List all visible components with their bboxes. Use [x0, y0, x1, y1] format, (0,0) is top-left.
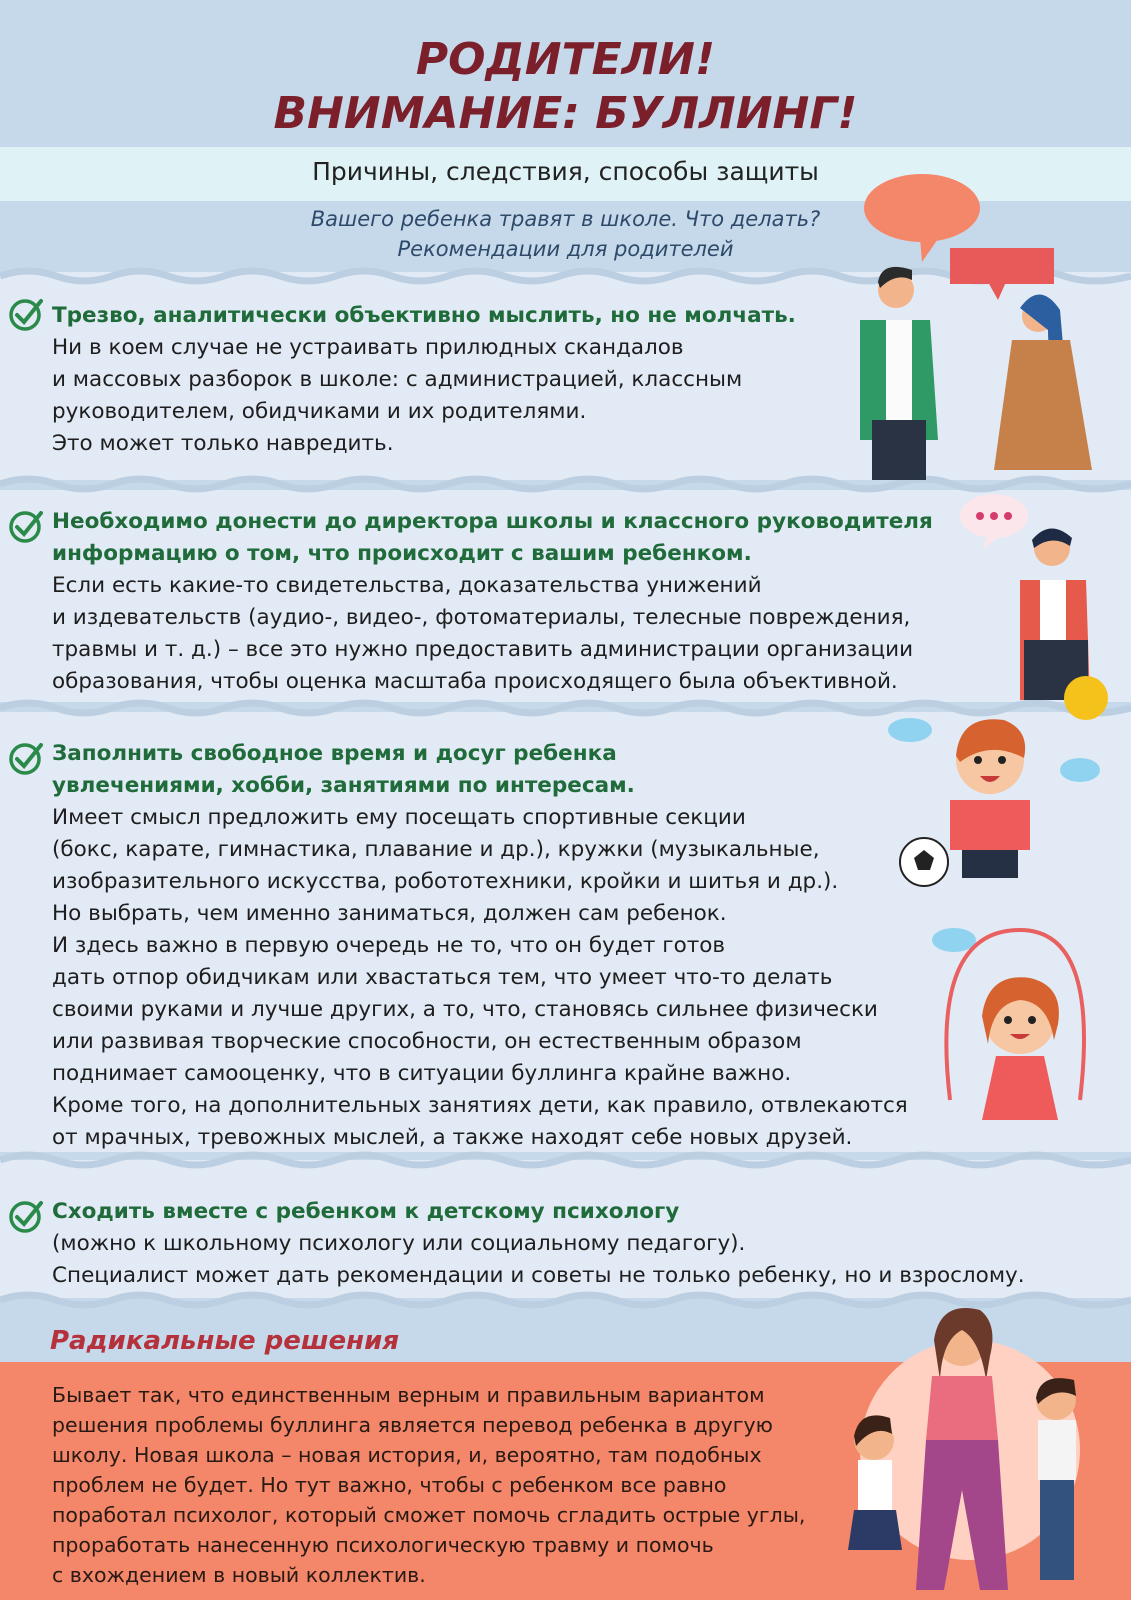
- radical-text-line: с вхождением в новый коллектив.: [52, 1563, 426, 1587]
- page-title-line1: РОДИТЕЛИ!: [415, 34, 716, 85]
- teacher-illustration: [960, 490, 1110, 720]
- section-text: И здесь важно в первую очередь не то, что он будет готов: [52, 933, 726, 958]
- section-text: от мрачных, тревожных мыслей, а также находят себе новых друзей.: [52, 1125, 853, 1150]
- radical-text-line: Бывает так, что единственным верным и правильным вариантом: [52, 1383, 765, 1407]
- section-text: Ни в коем случае не устраивать прилюдных скандалов: [52, 335, 684, 360]
- section-text: дать отпор обидчикам или хвастаться тем, что умеет что-то делать: [52, 965, 833, 990]
- section-text: изобразительного искусства, робототехники, кройки и шитья и др.).: [52, 869, 839, 894]
- section-4: [52, 1196, 1025, 1292]
- section-heading: Необходимо донести до директора школы и классного руководителя: [52, 509, 933, 534]
- radical-title: Радикальные решения: [50, 1326, 400, 1356]
- section-text: Кроме того, на дополнительных занятиях дети, как правило, отвлекаются: [52, 1093, 908, 1118]
- section-text: Если есть какие-то свидетельства, доказательства унижений: [52, 573, 762, 598]
- section-text: и издевательств (аудио-, видео-, фотоматериалы, телесные повреждения,: [52, 605, 911, 630]
- radical-text-line: проработать нанесенную психологическую травму и помочь: [52, 1533, 714, 1557]
- section-text: и массовых разборок в школе: с администрацией, классным: [52, 367, 743, 392]
- section-text: поднимает самооценку, что в ситуации буллинга крайне важно.: [52, 1061, 792, 1086]
- section-text: Специалист может дать рекомендации и советы не только ребенку, но и взрослому.: [52, 1263, 1025, 1288]
- section-3: [52, 738, 908, 1154]
- section-text: образования, чтобы оценка масштаба происходящего была объективной.: [52, 669, 898, 694]
- check-circle-icon: [8, 508, 44, 544]
- page-title-line2: ВНИМАНИЕ: БУЛЛИНГ!: [273, 88, 858, 139]
- radical-text-line: школу. Новая школа – новая история, и, вероятно, там подобных: [52, 1443, 762, 1467]
- section-text: (можно к школьному психологу или социальному педагогу).: [52, 1231, 746, 1256]
- radical-text-line: решения проблемы буллинга является перевод ребенка в другую: [52, 1413, 773, 1437]
- section-text: Имеет смысл предложить ему посещать спортивные секции: [52, 805, 746, 830]
- section-text: (бокс, карате, гимнастика, плавание и др.), кружки (музыкальные,: [52, 837, 820, 862]
- section-text: травмы и т. д.) – все это нужно предоставить администрации организации: [52, 637, 914, 662]
- section-1: [52, 300, 796, 460]
- section-text: или развивая творческие способности, он естественным образом: [52, 1029, 802, 1054]
- page-subtitle: Причины, следствия, способы защиты: [312, 157, 819, 186]
- section-heading: увлечениями, хобби, занятиями по интересам.: [52, 773, 635, 798]
- section-text: Но выбрать, чем именно заниматься, должен сам ребенок.: [52, 901, 727, 926]
- check-circle-icon: [8, 1198, 44, 1234]
- section-heading: Сходить вместе с ребенком к детскому психологу: [52, 1199, 680, 1224]
- check-circle-icon: [8, 296, 44, 332]
- section-text: руководителем, обидчиками и их родителями.: [52, 399, 587, 424]
- section-text: Это может только навредить.: [52, 431, 394, 456]
- radical-text: [52, 1380, 805, 1590]
- couple-talking-illustration: [860, 170, 1110, 480]
- check-circle-icon: [8, 740, 44, 776]
- lead-line1: Вашего ребенка травят в школе. Что делать?: [310, 207, 821, 231]
- radical-text-line: проблем не будет. Но тут важно, чтобы с ребенком все равно: [52, 1473, 727, 1497]
- section-heading: Заполнить свободное время и досуг ребенка: [52, 741, 617, 766]
- radical-text-line: поработал психолог, который сможет помочь сгладить острые углы,: [52, 1503, 806, 1527]
- section-heading: Трезво, аналитически объективно мыслить, но не молчать.: [52, 303, 796, 328]
- girl-jump-rope-illustration: [930, 920, 1110, 1150]
- mother-with-children-illustration: [830, 1300, 1110, 1600]
- lead-line2: Рекомендации для родителей: [397, 237, 734, 261]
- section-heading: информацию о том, что происходит с вашим ребенком.: [52, 541, 752, 566]
- section-text: своими руками и лучше других, а то, что, становясь сильнее физически: [52, 997, 878, 1022]
- boy-with-ball-illustration: [880, 710, 1100, 930]
- section-2: [52, 506, 933, 698]
